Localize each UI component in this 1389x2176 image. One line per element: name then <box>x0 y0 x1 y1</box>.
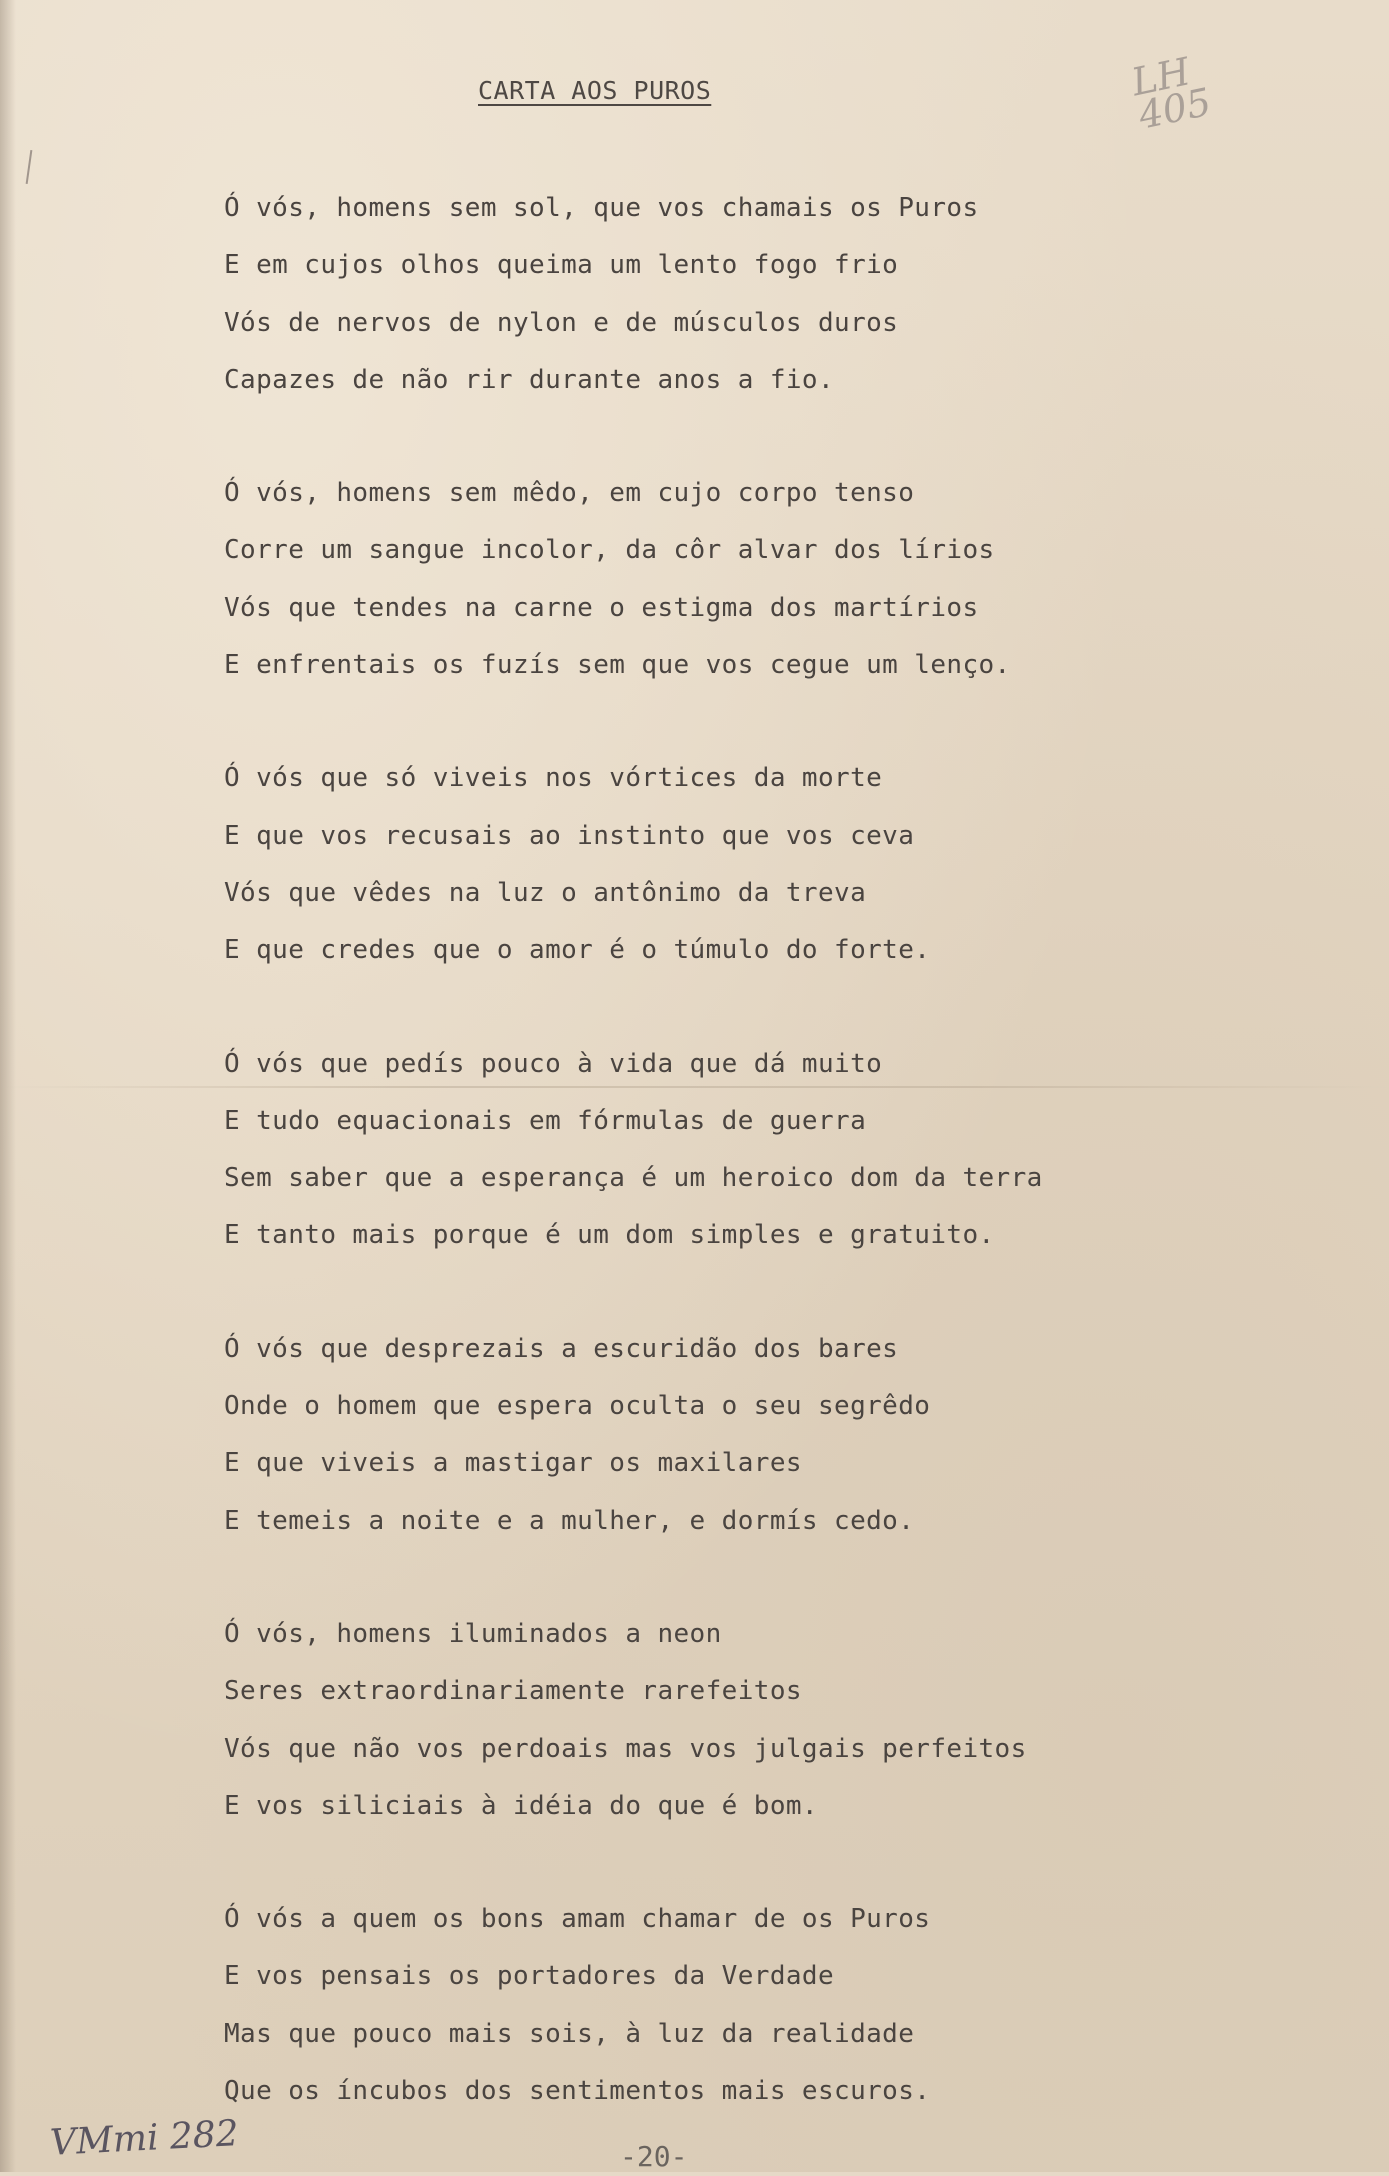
handwritten-archive-mark: VMmi 282 <box>49 2113 240 2164</box>
poem-line: Sem saber que a esperança é um heroico dom da terra <box>224 1163 1043 1194</box>
poem-line: Vós que tendes na carne o estigma dos martírios <box>224 592 979 623</box>
poem-line: Vós que vêdes na luz o antônimo da treva <box>224 877 867 908</box>
stanza <box>224 1891 1224 2120</box>
poem-title: CARTA AOS PUROS <box>478 76 712 105</box>
handwritten-corner-note: LH 405 <box>1127 49 1215 138</box>
poem-line: Onde o homem que espera oculta o seu segrêdo <box>224 1391 931 1422</box>
poem-line: Vós de nervos de nylon e de músculos duros <box>224 307 899 338</box>
poem-line: E tudo equacionais em fórmulas de guerra <box>224 1105 867 1136</box>
poem-line: Ó vós, homens sem mêdo, em cujo corpo tenso <box>224 478 915 509</box>
poem-body <box>224 180 1224 2176</box>
poem-line: E temeis a noite e a mulher, e dormís cedo. <box>224 1505 915 1536</box>
poem-line: Seres extraordinariamente rarefeitos <box>224 1676 802 1707</box>
poem-line: E vos pensais os portadores da Verdade <box>224 1961 835 1992</box>
stanza <box>224 1606 1224 1835</box>
stanza <box>224 465 1224 694</box>
poem-line: Ó vós que só viveis nos vórtices da morte <box>224 763 883 794</box>
poem-line: Vós que não vos perdoais mas vos julgais perfeitos <box>224 1733 1027 1764</box>
stanza <box>224 1036 1224 1265</box>
pencil-tick-mark <box>26 150 33 184</box>
stanza <box>224 750 1224 979</box>
poem-line: Ó vós que desprezais a escuridão dos bares <box>224 1333 899 1364</box>
stanza <box>224 180 1224 409</box>
poem-line: E que viveis a mastigar os maxilares <box>224 1448 802 1479</box>
poem-line: Ó vós a quem os bons amam chamar de os Puros <box>224 1904 931 1935</box>
poem-line: Capazes de não rir durante anos a fio. <box>224 364 835 395</box>
poem-line: Ó vós que pedís pouco à vida que dá muito <box>224 1048 883 1079</box>
poem-line: Ó vós, homens sem sol, que vos chamais os Puros <box>224 193 979 223</box>
poem-line: E tanto mais porque é um dom simples e gratuito. <box>224 1220 995 1251</box>
page-number: -20- <box>620 2140 688 2173</box>
stanza <box>224 1321 1224 1550</box>
poem-line: Que os íncubos dos sentimentos mais escuros. <box>224 2076 931 2107</box>
poem-line: E vos siliciais à idéia do que é bom. <box>224 1790 818 1821</box>
poem-line: Mas que pouco mais sois, à luz da realidade <box>224 2018 915 2049</box>
poem-line: E enfrentais os fuzís sem que vos cegue um lenço. <box>224 650 1011 681</box>
poem-line: E em cujos olhos queima um lento fogo frio <box>224 250 899 281</box>
poem-line: Corre um sangue incolor, da côr alvar dos lírios <box>224 535 995 566</box>
poem-line: Ó vós, homens iluminados a neon <box>224 1618 722 1649</box>
poem-line: E que vos recusais ao instinto que vos ceva <box>224 820 915 851</box>
poem-line: E que credes que o amor é o túmulo do forte. <box>224 935 931 966</box>
